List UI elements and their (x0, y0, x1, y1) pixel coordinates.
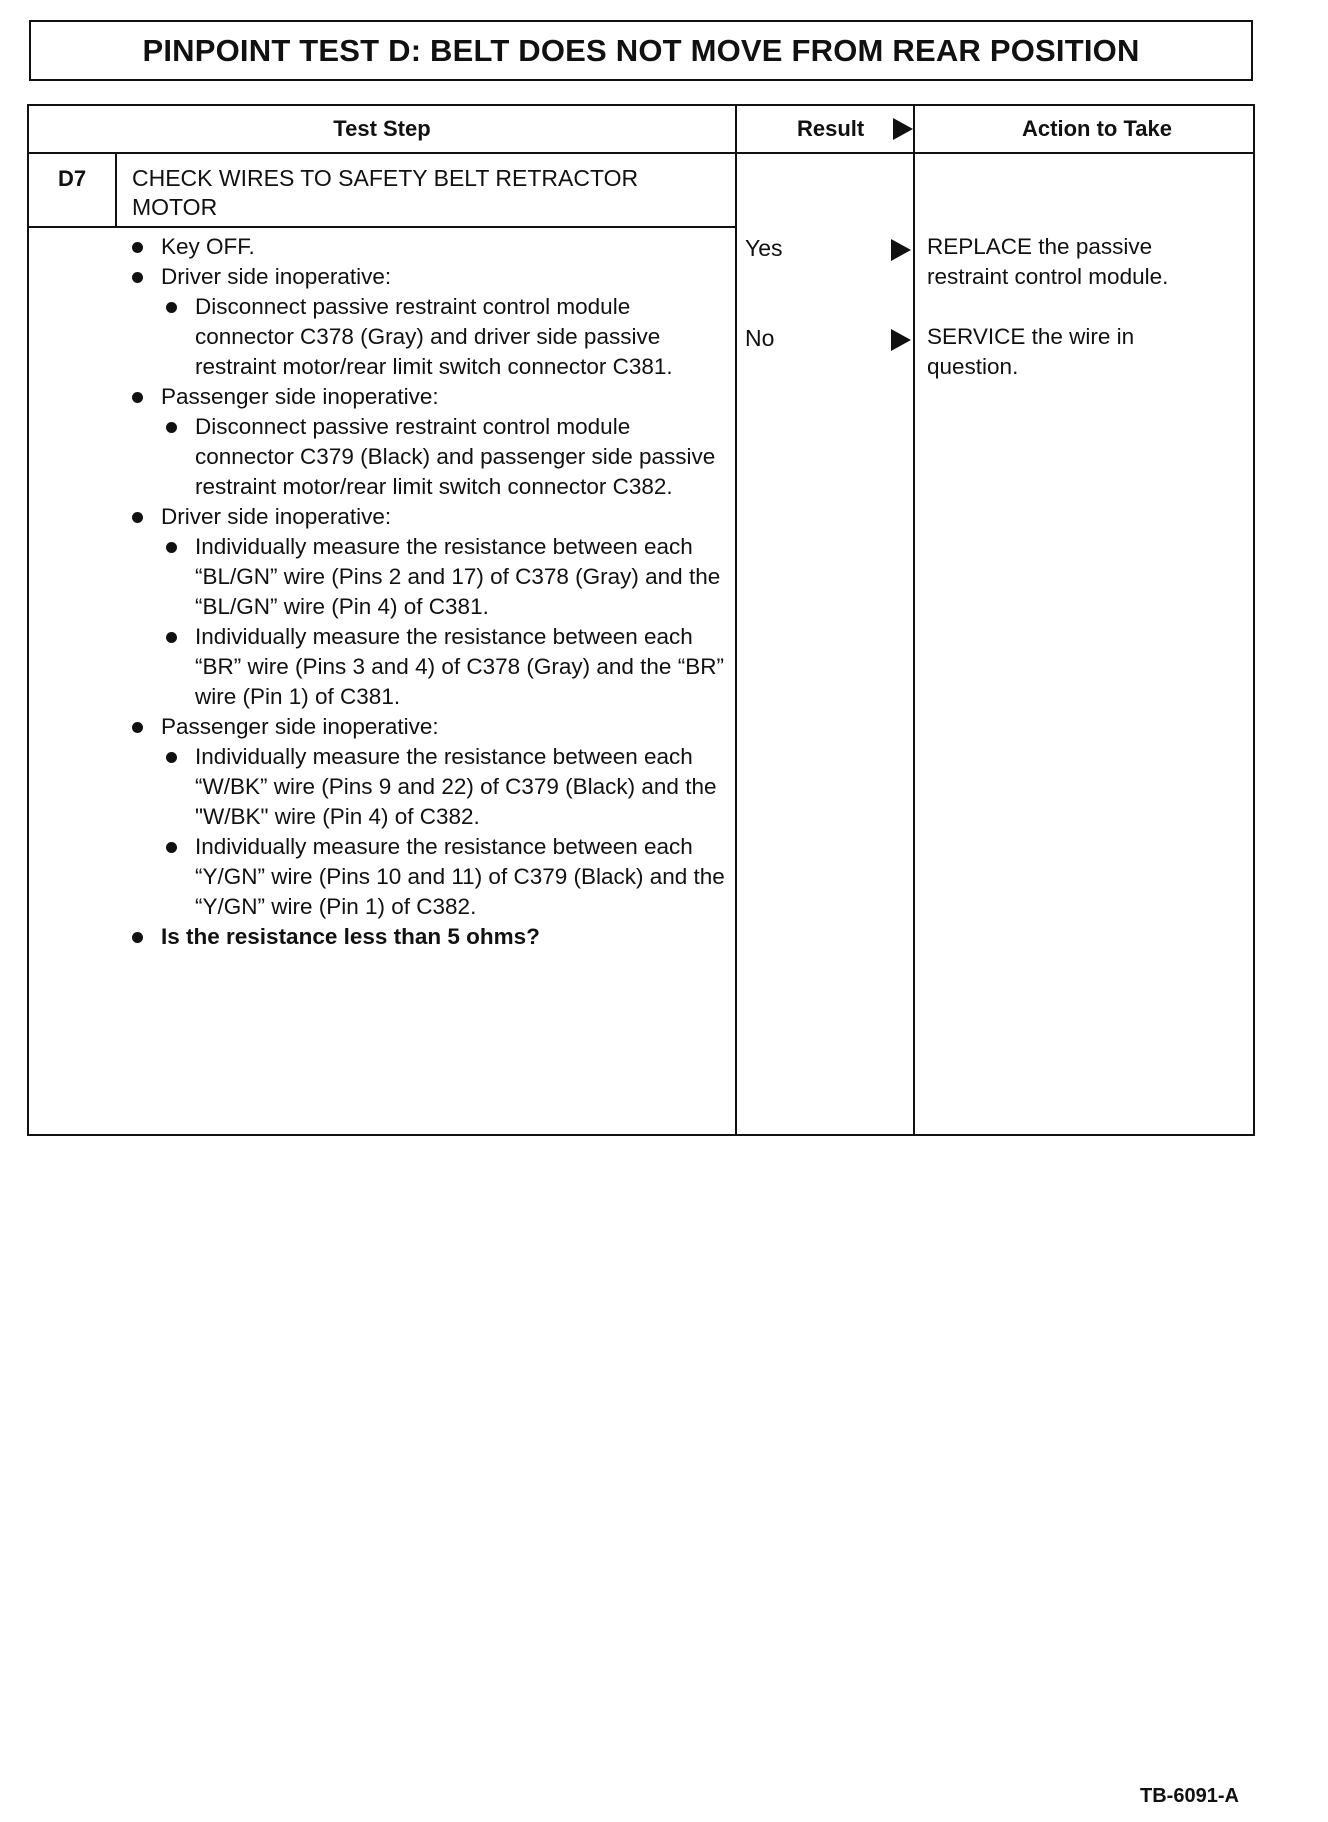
step-item: Driver side inoperative: (129, 502, 729, 532)
page-title: PINPOINT TEST D: BELT DOES NOT MOVE FROM REAR POSITION (29, 20, 1253, 81)
step-item: Driver side inoperative: (129, 262, 729, 292)
step-item: Passenger side inoperative: (129, 712, 729, 742)
step-title-divider (29, 226, 737, 228)
bullet-icon (166, 542, 177, 553)
column-divider-result (735, 106, 737, 1134)
result-yes: Yes (745, 235, 783, 261)
bullet-icon (132, 932, 143, 943)
step-subitem: Individually measure the resistance between each “BR” wire (Pins 3 and 4) of C378 (Gray) and the “BR” wire (Pin 1) of C381. (129, 622, 729, 712)
action-yes: REPLACE the passive restraint control module. (927, 234, 1169, 289)
bullet-icon (166, 632, 177, 643)
step-question: Is the resistance less than 5 ohms? (129, 922, 729, 952)
result-no-arrow-icon (891, 329, 911, 351)
bullet-icon (132, 392, 143, 403)
step-instructions (129, 232, 729, 952)
step-id: D7 (57, 166, 87, 191)
bullet-icon (132, 242, 143, 253)
document-code: TB-6091-A (1140, 1785, 1239, 1807)
step-id-divider (115, 152, 117, 226)
step-subitem: Individually measure the resistance between each “Y/GN” wire (Pins 10 and 11) of C379 (Black) and the “Y/GN” wire (Pin 1) of C382. (129, 832, 729, 922)
result-yes-arrow-icon (891, 239, 911, 261)
header-result: Result (797, 116, 865, 141)
header-test-step: Test Step (333, 116, 431, 141)
bullet-icon (132, 272, 143, 283)
bullet-icon (166, 302, 177, 313)
pinpoint-test-table (27, 104, 1255, 1136)
step-subitem: Individually measure the resistance between each “BL/GN” wire (Pins 2 and 17) of C378 (Gray) and the “BL/GN” wire (Pin 4) of C381. (129, 532, 729, 622)
header-divider (29, 152, 1253, 154)
bullet-icon (166, 422, 177, 433)
bullet-icon (132, 722, 143, 733)
action-no: SERVICE the wire in question. (927, 324, 1135, 379)
bullet-icon (132, 512, 143, 523)
step-item: Passenger side inoperative: (129, 382, 729, 412)
step-subitem: Individually measure the resistance between each “W/BK” wire (Pins 9 and 22) of C379 (Black) and the "W/BK" wire (Pin 4) of C382. (129, 742, 729, 832)
header-arrow-icon (893, 118, 913, 140)
bullet-icon (166, 752, 177, 763)
column-divider-action (913, 106, 915, 1134)
bullet-icon (166, 842, 177, 853)
result-no: No (745, 325, 775, 351)
step-item: Key OFF. (129, 232, 729, 262)
header-action: Action to Take (1022, 116, 1172, 141)
step-subitem: Disconnect passive restraint control module connector C379 (Black) and passenger side passive restraint motor/rear limit switch connector C382. (129, 412, 729, 502)
step-title: CHECK WIRES TO SAFETY BELT RETRACTOR MOTOR (132, 165, 639, 220)
step-subitem: Disconnect passive restraint control module connector C378 (Gray) and driver side passive restraint motor/rear limit switch connector C381. (129, 292, 729, 382)
